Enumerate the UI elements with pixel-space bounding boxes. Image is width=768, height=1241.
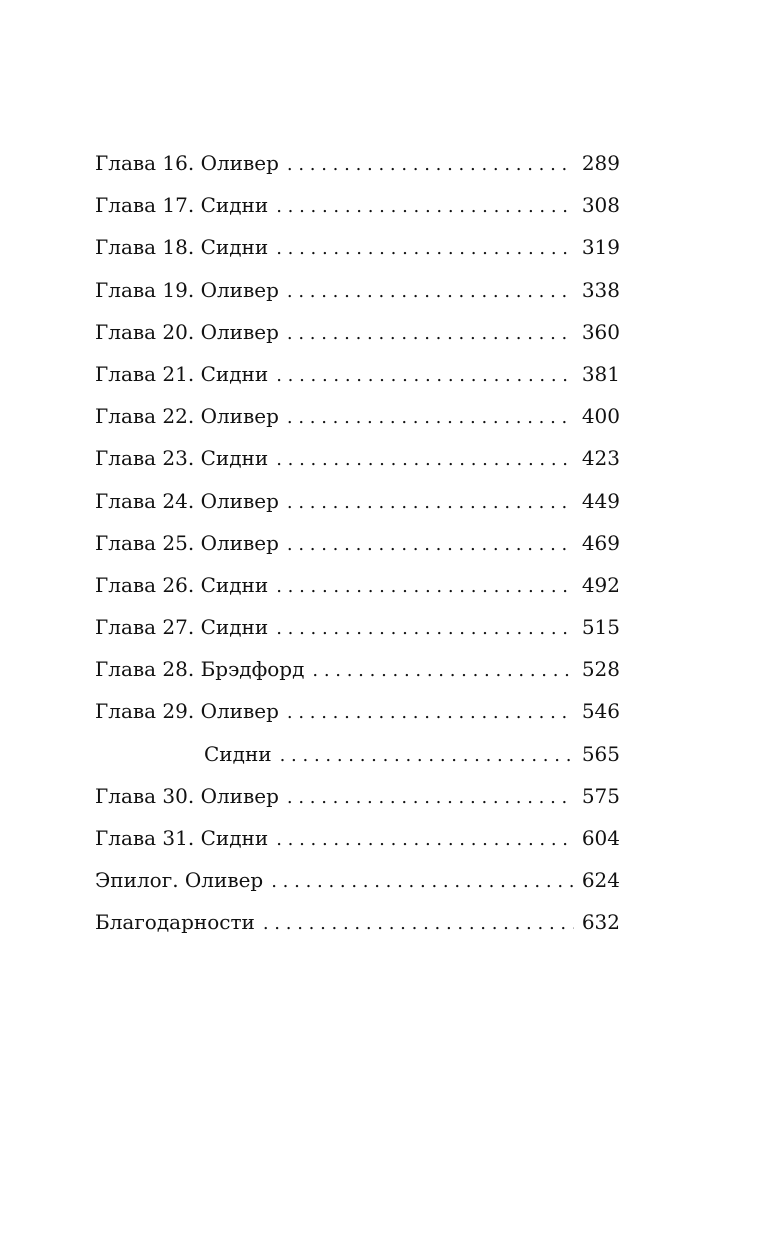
toc-dot-leader: [287, 482, 574, 524]
toc-entry: [95, 353, 620, 395]
toc-dot-leader: [276, 819, 574, 861]
toc-entry: [95, 269, 620, 311]
toc-entry: [95, 522, 620, 564]
toc-entry-title: Глава 28. Брэдфорд: [95, 657, 305, 682]
toc-dot-leader: [276, 439, 574, 481]
toc-entry-page: 449: [581, 488, 620, 513]
toc-entry-title: Глава 16. Оливер: [95, 151, 279, 175]
toc-entry-title: Глава 22. Оливер: [95, 404, 279, 429]
toc-entry-page: 565: [581, 741, 620, 766]
toc-entry-page: 381: [581, 361, 620, 386]
toc-entry-page: 492: [581, 572, 620, 597]
toc-entry-page: 515: [581, 615, 620, 640]
toc-entry-title: Глава 21. Сидни: [95, 361, 269, 386]
toc-entry: [95, 817, 620, 859]
toc-dot-leader: [276, 566, 574, 608]
toc-entry: [95, 901, 620, 943]
toc-entry-title: Глава 27. Сидни: [95, 615, 269, 640]
toc-entry-page: 423: [581, 446, 620, 471]
toc-entry: [95, 859, 620, 901]
toc-dot-leader: [276, 608, 574, 650]
toc-entry: [95, 226, 620, 268]
toc-entry-page: 604: [581, 826, 620, 850]
toc-entry: [95, 437, 620, 479]
toc-dot-leader: [276, 186, 574, 228]
toc-entry: [95, 184, 620, 226]
toc-entry: [95, 648, 620, 690]
toc-entry-title: Эпилог. Оливер: [95, 868, 264, 893]
toc-entry-title: Глава 19. Оливер: [95, 277, 279, 302]
toc-entry-page: 360: [581, 319, 620, 344]
toc-entry-title: Глава 31. Сидни: [95, 826, 269, 850]
toc-entry-title: Глава 17. Сидни: [95, 193, 269, 218]
table-of-contents: [95, 142, 620, 944]
toc-entry-title: Глава 24. Оливер: [95, 488, 279, 513]
toc-entry-title: Благодарности: [95, 910, 255, 935]
toc-entry: [95, 690, 620, 732]
toc-entry-title: Глава 23. Сидни: [95, 446, 269, 471]
toc-entry-title: Глава 25. Оливер: [95, 530, 279, 555]
toc-entry-title: Глава 20. Оливер: [95, 319, 279, 344]
toc-entry: [95, 480, 620, 522]
toc-dot-leader: [287, 313, 574, 355]
toc-entry: [95, 311, 620, 353]
toc-entry-page: 400: [581, 404, 620, 429]
toc-dot-leader: [276, 228, 574, 270]
toc-dot-leader: [287, 271, 574, 313]
toc-entry-page: 319: [581, 235, 620, 260]
toc-entry: [95, 564, 620, 606]
toc-dot-leader: [312, 650, 573, 692]
toc-dot-leader: [263, 903, 574, 945]
toc-entry: [95, 606, 620, 648]
toc-entry-page: 632: [581, 910, 620, 935]
toc-entry-page: 308: [581, 193, 620, 218]
toc-entry-title: Глава 30. Оливер: [95, 783, 279, 808]
toc-entry-page: 575: [581, 783, 620, 808]
toc-dot-leader: [287, 144, 574, 186]
toc-entry-page: 469: [581, 530, 620, 555]
toc-entry-title: Сидни: [204, 741, 272, 766]
toc-entry-title: Глава 26. Сидни: [95, 572, 269, 597]
toc-entry: [95, 142, 620, 184]
toc-entry-title: Глава 29. Оливер: [95, 699, 279, 724]
toc-entry-page: 289: [581, 151, 620, 175]
toc-entry-page: 338: [581, 277, 620, 302]
toc-dot-leader: [287, 524, 574, 566]
toc-entry-page: 546: [581, 699, 620, 724]
toc-entry-page: 624: [581, 868, 620, 893]
toc-dot-leader: [287, 397, 574, 439]
toc-entry: [95, 395, 620, 437]
toc-dot-leader: [271, 861, 574, 903]
toc-entry: [95, 733, 620, 775]
toc-dot-leader: [287, 777, 574, 819]
toc-entry-title: Глава 18. Сидни: [95, 235, 269, 260]
toc-dot-leader: [276, 355, 574, 397]
toc-entry: [95, 775, 620, 817]
toc-dot-leader: [280, 735, 574, 777]
toc-entry-page: 528: [581, 657, 620, 682]
toc-dot-leader: [287, 692, 574, 734]
